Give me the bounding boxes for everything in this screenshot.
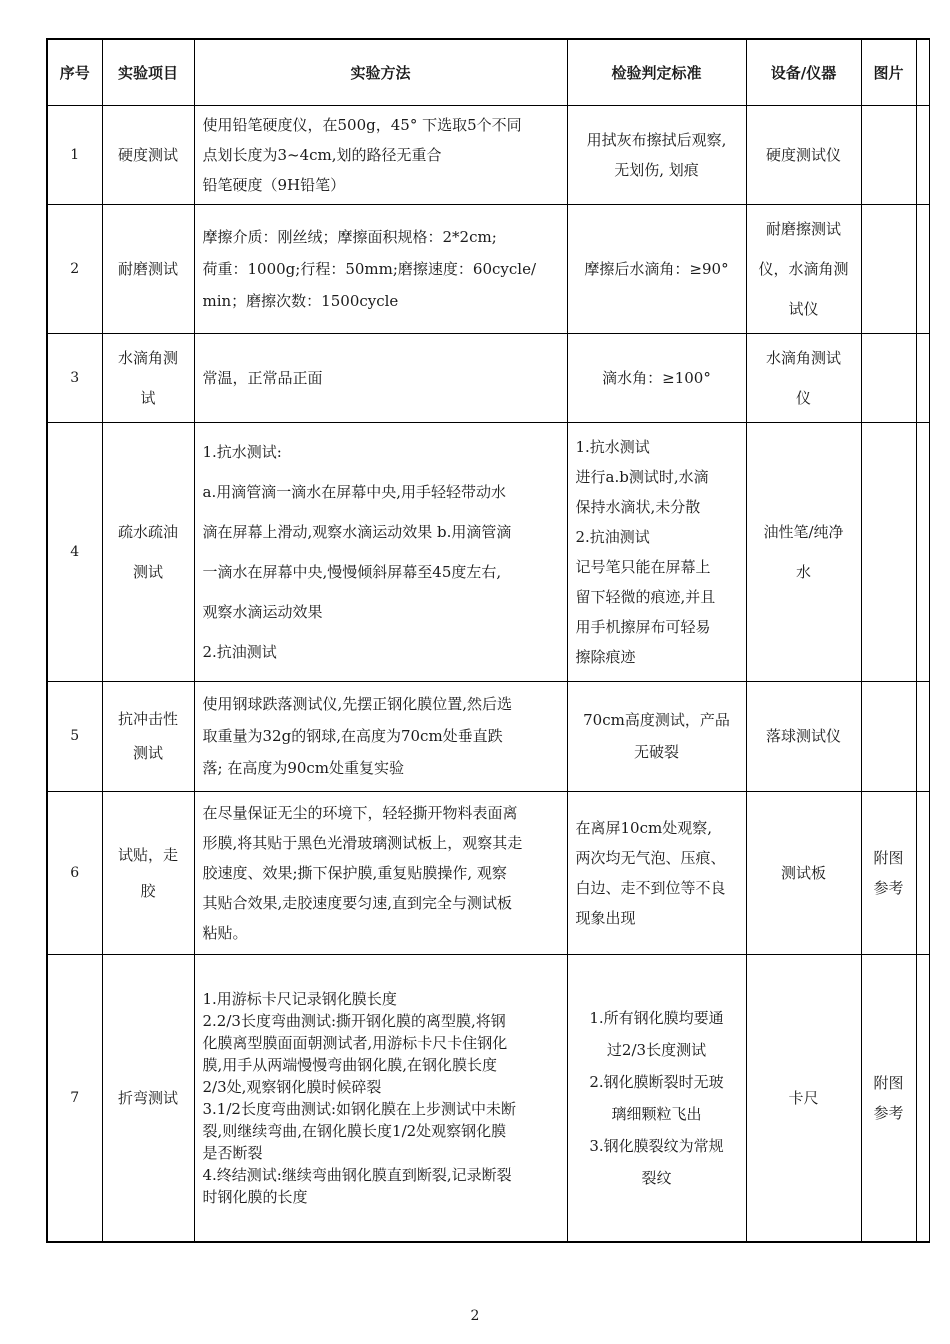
equipment-cell [746,105,861,204]
equipment-cell [746,422,861,681]
picture-line: 附图 [873,848,904,867]
equipment-line: 试仪 [788,299,819,318]
test-method-line: min；磨擦次数：1500cycle [202,291,399,310]
test-method-line: 化膜离型膜面面朝测试者,用游标卡尺卡住钢化 [202,1033,508,1052]
table-row [47,422,929,681]
equipment-line: 油性笔/纯净 [763,522,844,541]
test-method-cell [194,422,567,681]
extra-column-cell [916,333,929,422]
test-method-cell [194,204,567,333]
judgement-standard-cell [567,105,746,204]
test-method-cell [194,105,567,204]
table-row [47,681,929,791]
picture-line: 参考 [873,1103,904,1122]
picture-cell [861,105,916,204]
test-method-line: 滴在屏幕上滑动,观察水滴运动效果 b.用滴管滴 [202,522,512,541]
test-method-line: 1.抗水测试: [202,442,282,461]
test-method-line: 使用钢球跌落测试仪,先摆正钢化膜位置,然后选 [202,695,513,713]
test-method-line: 使用铅笔硬度仪，在500g，45° 下选取5个不同 [202,115,522,134]
judgement-standard-line: 无划伤, 划痕 [614,160,699,179]
judgement-standard-cell [567,954,746,1242]
test-method-line: 粘贴。 [202,923,248,942]
test-item-line: 胶 [140,881,156,900]
extra-column-cell [916,422,929,681]
equipment-line: 硬度测试仪 [765,145,841,164]
test-method-cell [194,333,567,422]
test-method-line: 裂,则继续弯曲,在钢化膜长度1/2处观察钢化膜 [202,1121,507,1140]
test-method-line: 在尽量保证无尘的环境下，轻轻撕开物料表面离 [202,803,518,822]
equipment-line: 耐磨擦测试 [765,219,841,238]
judgement-standard-line: 用拭灰布擦拭后观察, [586,130,727,149]
test-method-cell [194,791,567,954]
test-method-cell [194,681,567,791]
equipment-cell [746,333,861,422]
equipment-line: 水 [795,562,811,581]
picture-line: 附图 [873,1073,904,1092]
judgement-standard-line: 3.钢化膜裂纹为常规 [589,1136,724,1155]
header-equipment: 设备/仪器 [746,39,861,105]
row-number: 5 [47,681,102,791]
judgement-standard-line: 无破裂 [633,743,679,761]
test-item-line: 试 [140,388,156,407]
equipment-cell [746,791,861,954]
equipment-line: 测试板 [780,863,826,882]
header-item: 实验项目 [102,39,194,105]
judgement-standard-cell [567,791,746,954]
judgement-standard-line: 70cm高度测试，产品 [583,711,730,729]
picture-cell [861,422,916,681]
test-method-line: 胶速度、效果;撕下保护膜,重复贴膜操作, 观察 [202,863,507,882]
judgement-standard-line: 留下轻微的痕迹,并且 [575,587,716,606]
test-item-line: 测试 [132,562,163,581]
judgement-standard-line: 擦除痕迹 [575,647,636,666]
table-body [47,105,929,1242]
header-picture: 图片 [861,39,916,105]
judgement-standard-cell [567,422,746,681]
judgement-standard-line: 裂纹 [641,1168,672,1187]
table-row [47,954,929,1242]
judgement-standard-line: 过2/3长度测试 [606,1040,707,1059]
picture-cell [861,954,916,1242]
test-method-line: 摩擦介质：刚丝绒；摩擦面积规格：2*2cm; [202,227,497,246]
test-method-cell [194,954,567,1242]
judgement-standard-line: 现象出现 [575,908,636,927]
picture-cell [861,681,916,791]
test-item-cell [102,204,194,333]
header-standard: 检验判定标准 [567,39,746,105]
judgement-standard-line: 璃细颗粒飞出 [611,1104,702,1123]
test-item-line: 测试 [132,744,163,762]
header-no: 序号 [47,39,102,105]
test-method-line: 点划长度为3~4cm,划的路径无重合 [202,145,442,164]
test-item-cell [102,422,194,681]
test-item-line: 水滴角测 [117,348,178,367]
equipment-line: 落球测试仪 [765,727,841,745]
header-row [47,39,929,105]
header-method: 实验方法 [194,39,567,105]
table-row [47,105,929,204]
extra-column-cell [916,954,929,1242]
equipment-line: 仪 [795,388,811,407]
test-method-line: 3.1/2长度弯曲测试:如钢化膜在上步测试中未断 [202,1099,517,1118]
equipment-line: 卡尺 [788,1088,819,1107]
equipment-cell [746,681,861,791]
test-method-line: 取重量为32g的钢球,在高度为70cm处垂直跌 [202,727,503,745]
test-method-line: a.用滴管滴一滴水在屏幕中央,用手轻轻带动水 [202,482,506,501]
test-method-line: 1.用游标卡尺记录钢化膜长度 [202,989,397,1008]
row-number: 3 [47,333,102,422]
test-method-line: 是否断裂 [202,1143,263,1162]
judgement-standard-line: 用手机擦屏布可轻易 [575,617,711,636]
judgement-standard-line: 1.所有钢化膜均要通 [589,1008,724,1027]
test-item-cell [102,333,194,422]
test-method-line: 形膜,将其贴于黑色光滑玻璃测试板上，观察其走 [202,833,523,852]
judgement-standard-line: 1.抗水测试 [575,437,650,456]
judgement-standard-cell [567,204,746,333]
test-method-line: 铅笔硬度（9H铅笔） [202,175,346,194]
test-item-cell [102,791,194,954]
test-method-line: 常温，正常品正面 [202,368,323,387]
extra-column-cell [916,791,929,954]
judgement-standard-line: 在离屏10cm处观察, [575,818,712,837]
test-method-line: 时钢化膜的长度 [202,1187,308,1206]
equipment-line: 水滴角测试 [765,348,841,367]
row-number: 4 [47,422,102,681]
extra-column-cell [916,681,929,791]
judgement-standard-line: 滴水角：≥100° [602,368,711,387]
picture-cell [861,204,916,333]
test-method-line: 观察水滴运动效果 [202,602,323,621]
test-item-line: 硬度测试 [117,145,178,164]
test-item-cell [102,954,194,1242]
test-method-line: 落; 在高度为90cm处重复实验 [202,759,405,777]
extra-column-cell [916,204,929,333]
test-item-cell [102,681,194,791]
picture-cell [861,791,916,954]
picture-line: 参考 [873,878,904,897]
test-item-line: 抗冲击性 [117,710,178,728]
judgement-standard-line: 记号笔只能在屏幕上 [575,557,711,576]
test-item-line: 疏水疏油 [117,522,178,541]
test-item-line: 折弯测试 [117,1088,178,1107]
test-method-line: 2.2/3长度弯曲测试:撕开钢化膜的离型膜,将钢 [202,1011,506,1030]
judgement-standard-line: 2.钢化膜断裂时无玻 [589,1072,724,1091]
row-number: 6 [47,791,102,954]
table-row [47,791,929,954]
equipment-line: 仪，水滴角测 [758,259,849,278]
test-method-line: 其贴合效果,走胶速度要匀速,直到完全与测试板 [202,893,513,912]
judgement-standard-line: 两次均无气泡、压痕、 [575,848,726,867]
equipment-cell [746,204,861,333]
judgement-standard-line: 进行a.b测试时,水滴 [575,467,709,486]
extra-column-cell [916,105,929,204]
test-method-line: 2.抗油测试 [202,642,277,661]
equipment-cell [746,954,861,1242]
test-method-line: 膜,用手从两端慢慢弯曲钢化膜,在钢化膜长度 [202,1055,498,1074]
picture-cell [861,333,916,422]
test-spec-table [46,38,930,1243]
judgement-standard-line: 保持水滴状,未分散 [575,497,701,516]
judgement-standard-cell [567,333,746,422]
table-row [47,333,929,422]
test-method-line: 荷重：1000g;行程：50mm;磨擦速度：60cycle/ [202,259,537,278]
row-number: 7 [47,954,102,1242]
page-number: 2 [470,1308,480,1324]
test-item-line: 耐磨测试 [117,259,178,278]
test-method-line: 一滴水在屏幕中央,慢慢倾斜屏幕至45度左右, [202,562,502,581]
row-number: 2 [47,204,102,333]
judgement-standard-line: 摩擦后水滴角：≥90° [584,259,729,278]
test-method-line: 2/3处,观察钢化膜时候碎裂 [202,1077,382,1096]
judgement-standard-cell [567,681,746,791]
header-extra-column [916,39,929,105]
judgement-standard-line: 2.抗油测试 [575,527,650,546]
test-method-line: 4.终结测试:继续弯曲钢化膜直到断裂,记录断裂 [202,1165,512,1184]
test-item-cell [102,105,194,204]
judgement-standard-line: 白边、走不到位等不良 [575,878,726,897]
test-item-line: 试贴，走 [117,845,178,864]
row-number: 1 [47,105,102,204]
table-row [47,204,929,333]
